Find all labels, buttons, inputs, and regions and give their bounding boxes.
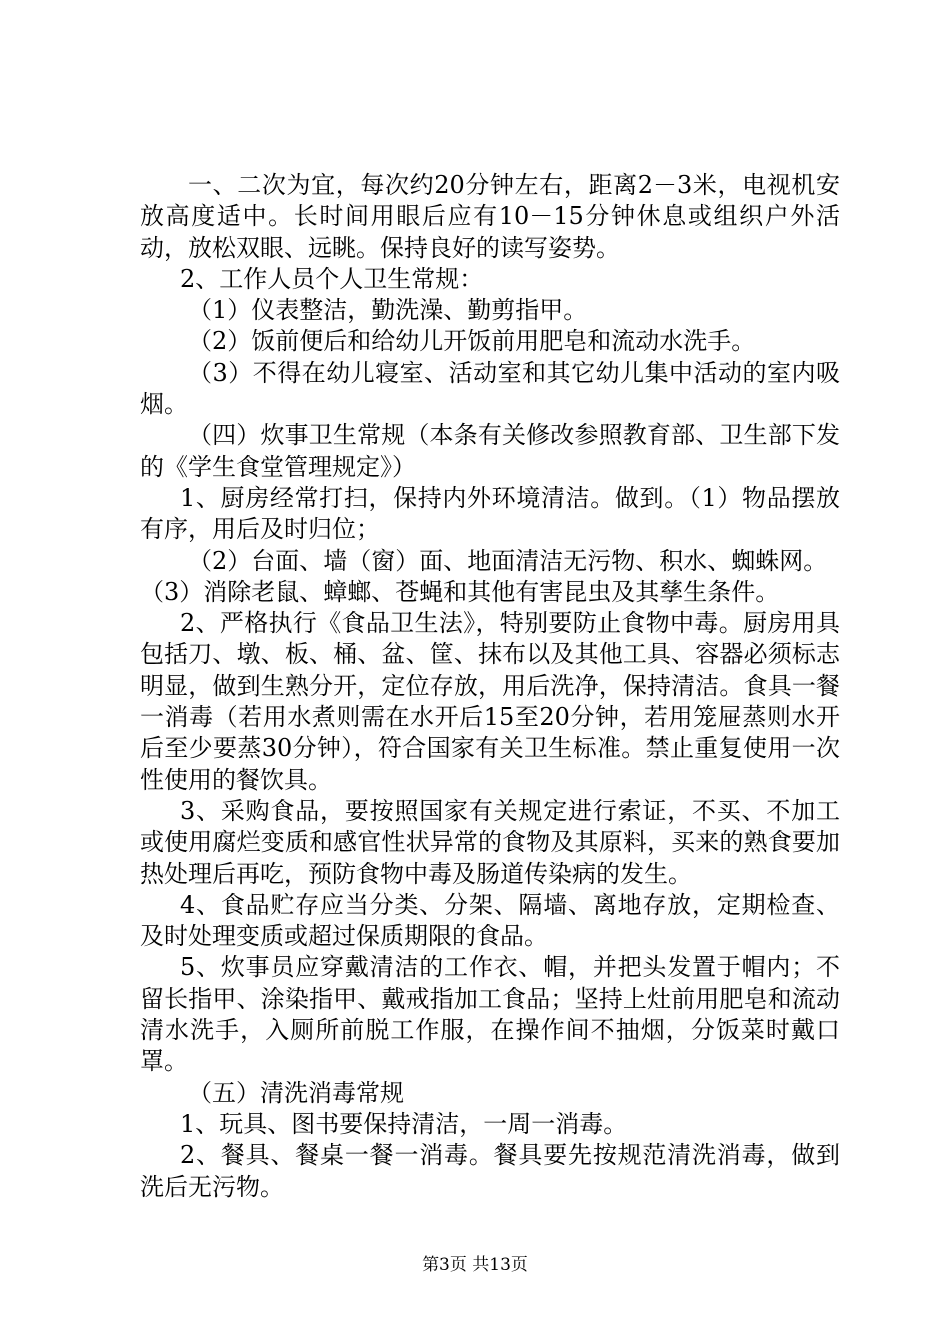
paragraph: 1、玩具、图书要保持清洁，一周一消毒。 <box>180 1109 628 1138</box>
paragraph: 2、严格执行《食品卫生法》，特别要防止食物中毒。厨房用具包括刀、墩、板、桶、盆、筐、抹布以及其他工具、容器必须标志明显，做到生熟分开，定位存放，用后洗净，保持清洁。食具一餐一消毒（若用水煮则需在水开后15至20分钟，若用笼屉蒸则水开后至少要蒸30分钟），符合国家有关卫生标准。禁止重复使用一次性使用的餐饮具。 <box>140 609 840 794</box>
paragraph: 1、厨房经常打扫，保持内外环境清洁。做到。（1）物品摆放有序，用后及时归位； <box>140 483 840 544</box>
paragraph: （3）消除老鼠、蟑螂、苍蝇和其他有害昆虫及其孳生条件。 <box>140 577 780 606</box>
paragraph: 2、工作人员个人卫生常规： <box>180 264 484 293</box>
paragraph: （3）不得在幼儿寝室、活动室和其它幼儿集中活动的室内吸烟。 <box>140 358 840 419</box>
paragraph: 一、二次为宜，每次约20分钟左右，距离2－3米，电视机安放高度适中。长时间用眼后应有10－15分钟休息或组织户外活动，放松双眼、远眺。保持良好的读写姿势。 <box>140 171 840 262</box>
paragraph: 5、炊事员应穿戴清洁的工作衣、帽，并把头发置于帽内；不留长指甲、涂染指甲、戴戒指加工食品；坚持上灶前用肥皂和流动清水洗手，入厕所前脱工作服，在操作间不抽烟，分饭菜时戴口罩。 <box>140 953 840 1076</box>
paragraph: （四）炊事卫生常规（本条有关修改参照教育部、卫生部下发的《学生食堂管理规定》） <box>140 421 840 481</box>
page-number: 第3页 共13页 <box>422 1255 528 1275</box>
paragraph: 4、食品贮存应当分类、分架、隔墙、离地存放，定期检查、及时处理变质或超过保质期限的食品。 <box>140 890 840 951</box>
paragraph: （五）清洗消毒常规 <box>188 1078 404 1107</box>
paragraph: （2）台面、墙（窗）面、地面清洁无污物、积水、蜘蛛网。 <box>188 546 828 575</box>
paragraph: （1）仪表整洁，勤洗澡、勤剪指甲。 <box>188 296 588 325</box>
paragraph: 3、采购食品，要按照国家有关规定进行索证，不买、不加工或使用腐烂变质和感官性状异常的食物及其原料，买来的熟食要加热处理后再吃，预防食物中毒及肠道传染病的发生。 <box>140 796 840 888</box>
page-footer <box>0 1255 950 1275</box>
document-body <box>140 170 840 1203</box>
paragraph: （2）饭前便后和给幼儿开饭前用肥皂和流动水洗手。 <box>188 327 756 356</box>
paragraph: 2、餐具、餐桌一餐一消毒。餐具要先按规范清洗消毒，做到洗后无污物。 <box>140 1141 840 1201</box>
